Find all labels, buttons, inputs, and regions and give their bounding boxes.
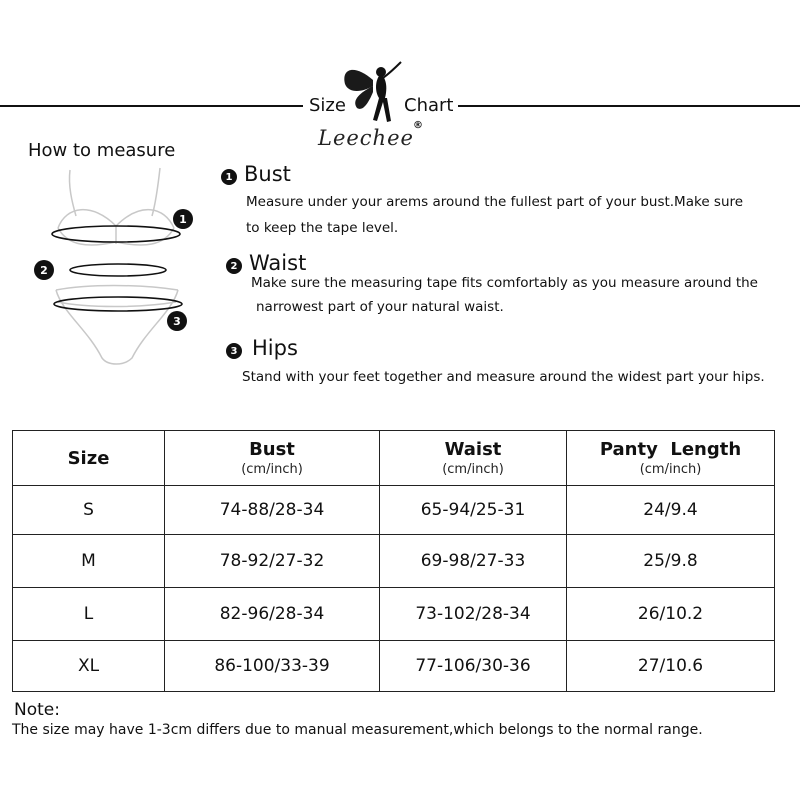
cell-size: L bbox=[13, 588, 165, 641]
table-row bbox=[13, 535, 775, 588]
waist-heading: Waist bbox=[249, 251, 307, 275]
cell-waist: 69-98/27-33 bbox=[380, 535, 567, 588]
hips-heading: Hips bbox=[252, 336, 298, 360]
bust-instruction-line1: Measure under your arems around the fullest part of your bust.Make sure bbox=[246, 194, 744, 210]
cell-bust: 82-96/28-34 bbox=[165, 588, 380, 641]
cell-size: M bbox=[13, 535, 165, 588]
cell-bust: 78-92/27-32 bbox=[165, 535, 380, 588]
bikini-diagram-icon bbox=[28, 162, 208, 374]
cell-waist: 73-102/28-34 bbox=[380, 588, 567, 641]
waist-instruction-line1: Make sure the measuring tape fits comfortably as you measure around the bbox=[251, 275, 758, 291]
fairy-logo-icon bbox=[335, 58, 415, 130]
marker-3-badge: 3 bbox=[167, 311, 187, 331]
header-divider-right bbox=[458, 105, 800, 107]
bust-number-badge: 1 bbox=[221, 169, 237, 185]
header-waist: Waist (cm/inch) bbox=[380, 431, 567, 486]
cell-size: S bbox=[13, 486, 165, 535]
header-panty-length: Panty Length (cm/inch) bbox=[567, 431, 775, 486]
cell-bust: 86-100/33-39 bbox=[165, 641, 380, 692]
cell-waist: 65-94/25-31 bbox=[380, 486, 567, 535]
cell-bust: 74-88/28-34 bbox=[165, 486, 380, 535]
cell-size: XL bbox=[13, 641, 165, 692]
cell-panty-length: 25/9.8 bbox=[567, 535, 775, 588]
cell-waist: 77-106/30-36 bbox=[380, 641, 567, 692]
waist-instruction-line2: narrowest part of your natural waist. bbox=[256, 299, 504, 315]
bust-instruction-line2: to keep the tape level. bbox=[246, 220, 399, 236]
size-table bbox=[12, 430, 775, 692]
table-row bbox=[13, 486, 775, 535]
cell-panty-length: 24/9.4 bbox=[567, 486, 775, 535]
note-text: The size may have 1-3cm differs due to manual measurement,which belongs to the normal range. bbox=[12, 722, 703, 738]
bust-heading: Bust bbox=[244, 162, 291, 186]
brand-name: Leechee bbox=[318, 126, 414, 150]
header-size: Size bbox=[13, 431, 165, 486]
registered-mark: ® bbox=[413, 120, 423, 131]
table-row bbox=[13, 641, 775, 692]
table-header-row bbox=[13, 431, 775, 486]
header-bust: Bust (cm/inch) bbox=[165, 431, 380, 486]
waist-number-badge: 2 bbox=[226, 258, 242, 274]
title-chart: Chart bbox=[404, 95, 454, 116]
title-size: Size bbox=[309, 95, 346, 116]
marker-2-badge: 2 bbox=[34, 260, 54, 280]
cell-panty-length: 27/10.6 bbox=[567, 641, 775, 692]
hips-instruction-line1: Stand with your feet together and measure around the widest part your hips. bbox=[242, 369, 765, 385]
table-row bbox=[13, 588, 775, 641]
marker-1-badge: 1 bbox=[173, 209, 193, 229]
how-to-measure-title: How to measure bbox=[28, 140, 176, 161]
cell-panty-length: 26/10.2 bbox=[567, 588, 775, 641]
header-divider-left bbox=[0, 105, 303, 107]
hips-number-badge: 3 bbox=[226, 343, 242, 359]
note-label: Note: bbox=[14, 700, 60, 720]
